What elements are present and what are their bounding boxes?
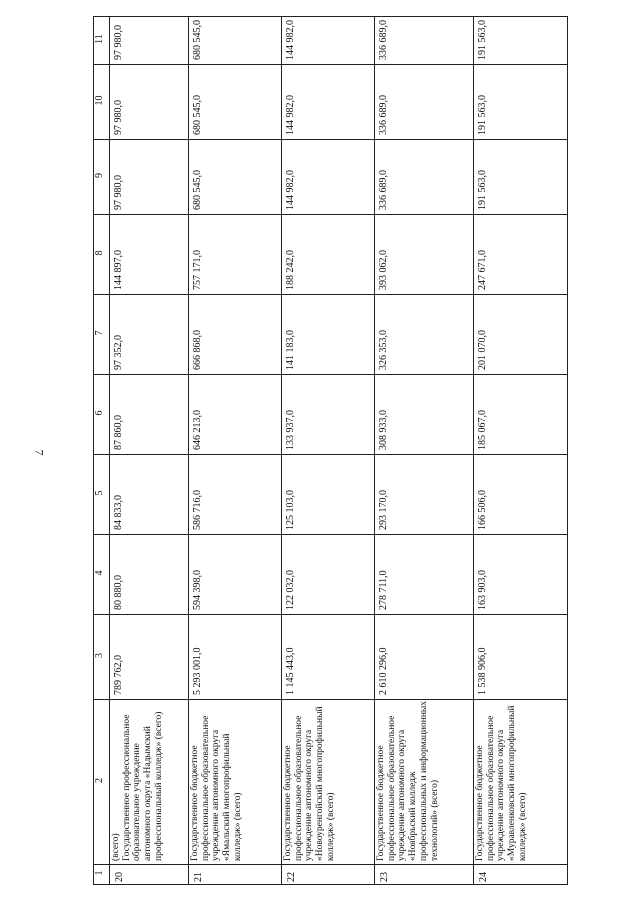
column-header: 2 (94, 700, 110, 865)
column-header: 3 (94, 615, 110, 700)
value-cell: 84 833,0 (110, 455, 189, 535)
value-cell: 97 980,0 (110, 17, 189, 65)
carry-over-text: (всего) (111, 833, 121, 861)
value-cell: 141 183,0 (282, 295, 375, 375)
row-index: 21 (189, 865, 282, 885)
value-cell: 393 062,0 (375, 215, 474, 295)
value-cell: 191 563,0 (474, 65, 568, 140)
institution-name: Государственное профессиональное образовательное учреждение автономного округа «Надымский профессиональный колледж» (всего) (121, 711, 164, 861)
value-cell: 757 171,0 (189, 215, 282, 295)
column-header: 11 (94, 17, 110, 65)
column-header: 6 (94, 375, 110, 455)
value-cell: 666 868,0 (189, 295, 282, 375)
column-header: 9 (94, 140, 110, 215)
value-cell: 308 933,0 (375, 375, 474, 455)
value-cell: 122 032,0 (282, 535, 375, 615)
value-cell: 125 103,0 (282, 455, 375, 535)
value-cell: 247 671,0 (474, 215, 568, 295)
column-header: 10 (94, 65, 110, 140)
row-index: 24 (474, 865, 568, 885)
column-header: 8 (94, 215, 110, 295)
value-cell: 80 880,0 (110, 535, 189, 615)
table-row (474, 17, 568, 885)
value-cell: 336 689,0 (375, 65, 474, 140)
column-header: 4 (94, 535, 110, 615)
value-cell: 336 689,0 (375, 17, 474, 65)
value-cell: 133 937,0 (282, 375, 375, 455)
value-cell: 97 980,0 (110, 65, 189, 140)
header-row (94, 17, 110, 885)
institution-name: Государственное бюджетное профессиональное образовательное учреждение автономного округа «Новоуренгойский многопрофильный колледж» (всего) (282, 700, 375, 865)
value-cell: 185 067,0 (474, 375, 568, 455)
value-cell: 2 610 296,0 (375, 615, 474, 700)
value-cell: 97 352,0 (110, 295, 189, 375)
value-cell: 680 545,0 (189, 17, 282, 65)
value-cell: 326 353,0 (375, 295, 474, 375)
institution-name-cell (110, 700, 189, 865)
table-row (375, 17, 474, 885)
value-cell: 1 145 443,0 (282, 615, 375, 700)
value-cell: 188 242,0 (282, 215, 375, 295)
page-number: 7 (32, 449, 47, 456)
value-cell: 163 903,0 (474, 535, 568, 615)
value-cell: 191 563,0 (474, 140, 568, 215)
table-row (110, 17, 189, 885)
table-row (282, 17, 375, 885)
value-cell: 586 716,0 (189, 455, 282, 535)
value-cell: 5 293 001,0 (189, 615, 282, 700)
value-cell: 191 563,0 (474, 17, 568, 65)
row-index: 23 (375, 865, 474, 885)
table-row (189, 17, 282, 885)
value-cell: 646 213,0 (189, 375, 282, 455)
value-cell: 336 689,0 (375, 140, 474, 215)
value-cell: 144 897,0 (110, 215, 189, 295)
value-cell: 144 982,0 (282, 140, 375, 215)
rotated-table-container (93, 17, 590, 885)
value-cell: 594 398,0 (189, 535, 282, 615)
value-cell: 1 538 906,0 (474, 615, 568, 700)
row-index: 20 (110, 865, 189, 885)
institution-name: Государственное бюджетное профессиональное образовательное учреждение автономного округа «Муравленковский многопрофильный колледж» (всего) (474, 700, 568, 865)
value-cell: 166 506,0 (474, 455, 568, 535)
row-index: 22 (282, 865, 375, 885)
institution-name: Государственное бюджетное профессиональное образовательное учреждение автономного округа «Ямальский многопрофильный колледж» (всего) (189, 700, 282, 865)
value-cell: 680 545,0 (189, 140, 282, 215)
value-cell: 293 170,0 (375, 455, 474, 535)
budget-table (93, 16, 568, 885)
value-cell: 97 980,0 (110, 140, 189, 215)
value-cell: 789 762,0 (110, 615, 189, 700)
value-cell: 144 982,0 (282, 65, 375, 140)
value-cell: 278 711,0 (375, 535, 474, 615)
value-cell: 201 070,0 (474, 295, 568, 375)
column-header: 5 (94, 455, 110, 535)
column-header: 1 (94, 865, 110, 885)
column-header: 7 (94, 295, 110, 375)
value-cell: 144 982,0 (282, 17, 375, 65)
value-cell: 680 545,0 (189, 65, 282, 140)
institution-name: Государственное бюджетное профессиональное образовательное учреждение автономного округа «Ноябрьский колледж профессиональных и информационных технологий» (всего) (375, 700, 474, 865)
value-cell: 87 860,0 (110, 375, 189, 455)
